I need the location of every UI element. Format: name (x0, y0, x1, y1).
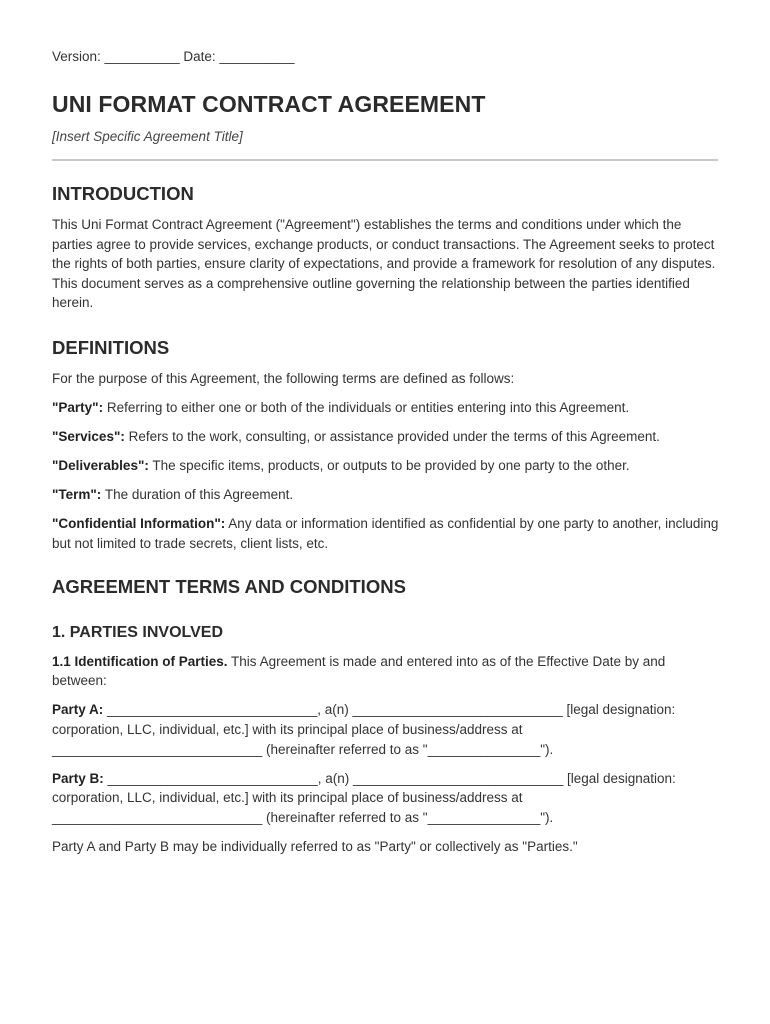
definition-text: Refers to the work, consulting, or assistance provided under the terms of this Agreement. (124, 429, 660, 445)
agreement-terms-section (52, 576, 720, 857)
party-b-clause (52, 769, 720, 828)
version-blank: __________ (104, 49, 180, 64)
introduction-heading: INTRODUCTION (52, 183, 194, 204)
party-a-clause (52, 700, 720, 759)
title-divider (52, 159, 718, 161)
identification-text: This Agreement is made and entered into as of the Effective Date by and between: (52, 653, 666, 689)
party-b-text: ____________________________, a(n) ____________________________ [legal designation: corporation, LLC, individual, etc.] with its principal place of business/address at ____________________________ (hereinafter referred to as "_______________"). (52, 770, 676, 825)
party-a-text: ____________________________, a(n) ____________________________ [legal designation: corporation, LLC, individual, etc.] with its principal place of business/address at ____________________________ (hereinafter referred to as "_______________"). (52, 702, 676, 757)
parties-closing-statement: Party A and Party B may be individually referred to as "Party" or collectively as "Parties." (52, 839, 578, 855)
agreement-terms-heading: AGREEMENT TERMS AND CONDITIONS (52, 575, 406, 597)
version-label: Version: (52, 49, 101, 64)
definition-term: "Deliverables": (52, 458, 149, 474)
definition-item (52, 427, 720, 447)
version-date-line (52, 48, 720, 66)
definition-text: Referring to either one or both of the individuals or entities entering into this Agreement. (103, 400, 630, 416)
introduction-body: This Uni Format Contract Agreement ("Agreement") establishes the terms and conditions under which the parties agree to provide services, exchange products, or conduct transactions. The Agreement seeks to protect the rights of both parties, ensure clarity of expectations, and provide a framework for resolution of any disputes. This document serves as a comprehensive outline governing the relationship between the parties identified herein. (52, 217, 716, 311)
parties-involved-heading: 1. PARTIES INVOLVED (52, 623, 223, 641)
definition-term: "Party": (52, 400, 104, 416)
definition-item (52, 514, 720, 553)
date-blank: __________ (219, 49, 295, 64)
document-page (52, 48, 720, 857)
document-title: UNI FORMAT CONTRACT AGREEMENT (52, 91, 486, 117)
definition-item (52, 398, 720, 418)
definition-text: The specific items, products, or outputs to be provided by one party to the other. (148, 458, 630, 474)
definition-item (52, 485, 720, 505)
document-subtitle: [Insert Specific Agreement Title] (52, 129, 243, 144)
introduction-section (52, 183, 720, 313)
definitions-heading: DEFINITIONS (52, 336, 170, 358)
definition-item (52, 456, 720, 476)
definitions-section (52, 337, 720, 554)
party-a-label: Party A: (52, 702, 104, 718)
definition-term: "Services": (52, 429, 125, 445)
date-label: Date: (183, 49, 216, 64)
identification-of-parties (52, 652, 720, 691)
identification-label: 1.1 Identification of Parties. (52, 653, 228, 669)
definition-term: "Term": (52, 487, 102, 503)
definition-text: Any data or information identified as confidential by one party to another, including but not limited to trade secrets, client lists, etc. (52, 516, 719, 552)
definition-term: "Confidential Information": (52, 516, 226, 532)
party-b-label: Party B: (52, 770, 104, 786)
definition-text: The duration of this Agreement. (101, 487, 294, 503)
definitions-lead: For the purpose of this Agreement, the following terms are defined as follows: (52, 370, 515, 386)
